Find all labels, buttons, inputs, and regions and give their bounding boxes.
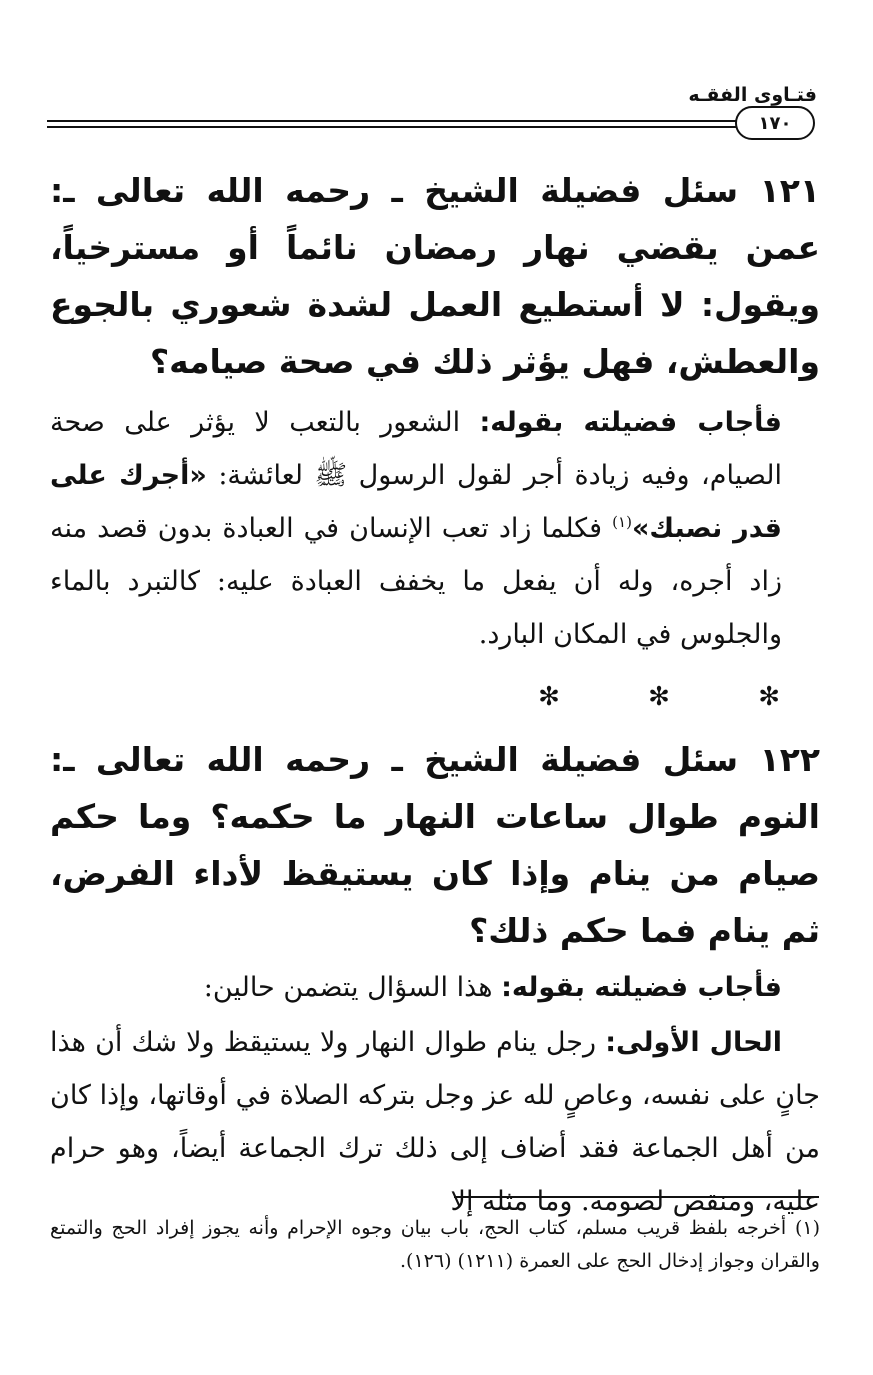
answer-122-intro: فأجاب فضيلته بقوله: — [501, 972, 782, 1003]
answer-121 — [50, 396, 820, 661]
answer-121-part1: الشعور بالتعب لا يؤثر على صحة الصيام، وفيه زيادة أجر لقول الرسول ﷺ لعائشة: — [50, 407, 782, 491]
answer-122-text: هذا السؤال يتضمن حالين: — [203, 972, 502, 1003]
page-number: ١٧٠ — [735, 106, 815, 140]
footnote-rule — [454, 1196, 819, 1198]
question-122: ١٢٢ سئل فضيلة الشيخ ـ رحمه الله تعالى ـ: النوم طوال ساعات النهار ما حكمه؟ وما حكم صيام من ينام وإذا كان يستيقظ لأداء الفرض، ثم ينام فما حكم ذلك؟ — [50, 740, 820, 950]
section-separator: ✻ ✻ ✻ — [538, 682, 820, 712]
answer-121-part2: فكلما زاد تعب الإنسان في العبادة بدون قصد منه زاد أجره، وله أن يفعل ما يخفف العبادة عليه: كالتبرد بالماء والجلوس في المكان البارد. — [50, 513, 782, 650]
case-1-text: رجل ينام طوال النهار ولا يستيقظ ولا شك أن هذا جانٍ على نفسه، وعاصٍ لله عز وجل بتركه الصلاة في أوقاتها، وإذا كان من أهل الجماعة فقد أضاف إلى ذلك ترك الجماعة أيضاً، وهو حرام عليه، ومنقص لصومه. وما مثله إلا — [50, 1027, 820, 1217]
running-title: فتـاوى الفقـه — [688, 84, 817, 106]
answer-122 — [50, 961, 820, 1014]
header-rule — [47, 120, 737, 128]
footnote-1: (١) أخرجه بلفظ قريب مسلم، كتاب الحج، باب بيان وجوه الإحرام وأنه يجوز إفراد الحج والتمتع والقران وجواز إدخال الحج على العمرة (١٢١١) (١٢٦). — [50, 1217, 820, 1272]
case-1-label: الحال الأولى: — [605, 1027, 782, 1058]
hadith-quote: «أجرك على قدر نصبك» — [50, 460, 782, 544]
question-121: ١٢١ سئل فضيلة الشيخ ـ رحمه الله تعالى ـ: عمن يقضي نهار رمضان نائماً أو مسترخياً، ويقول: لا أستطيع العمل لشدة شعوري بالجوع والعطش، فهل يؤثر ذلك في صحة صيامه؟ — [50, 171, 820, 381]
footnote-reference[interactable]: (١) — [612, 513, 632, 531]
main-text — [50, 162, 820, 1228]
answer-121-intro: فأجاب فضيلته بقوله: — [479, 407, 782, 438]
